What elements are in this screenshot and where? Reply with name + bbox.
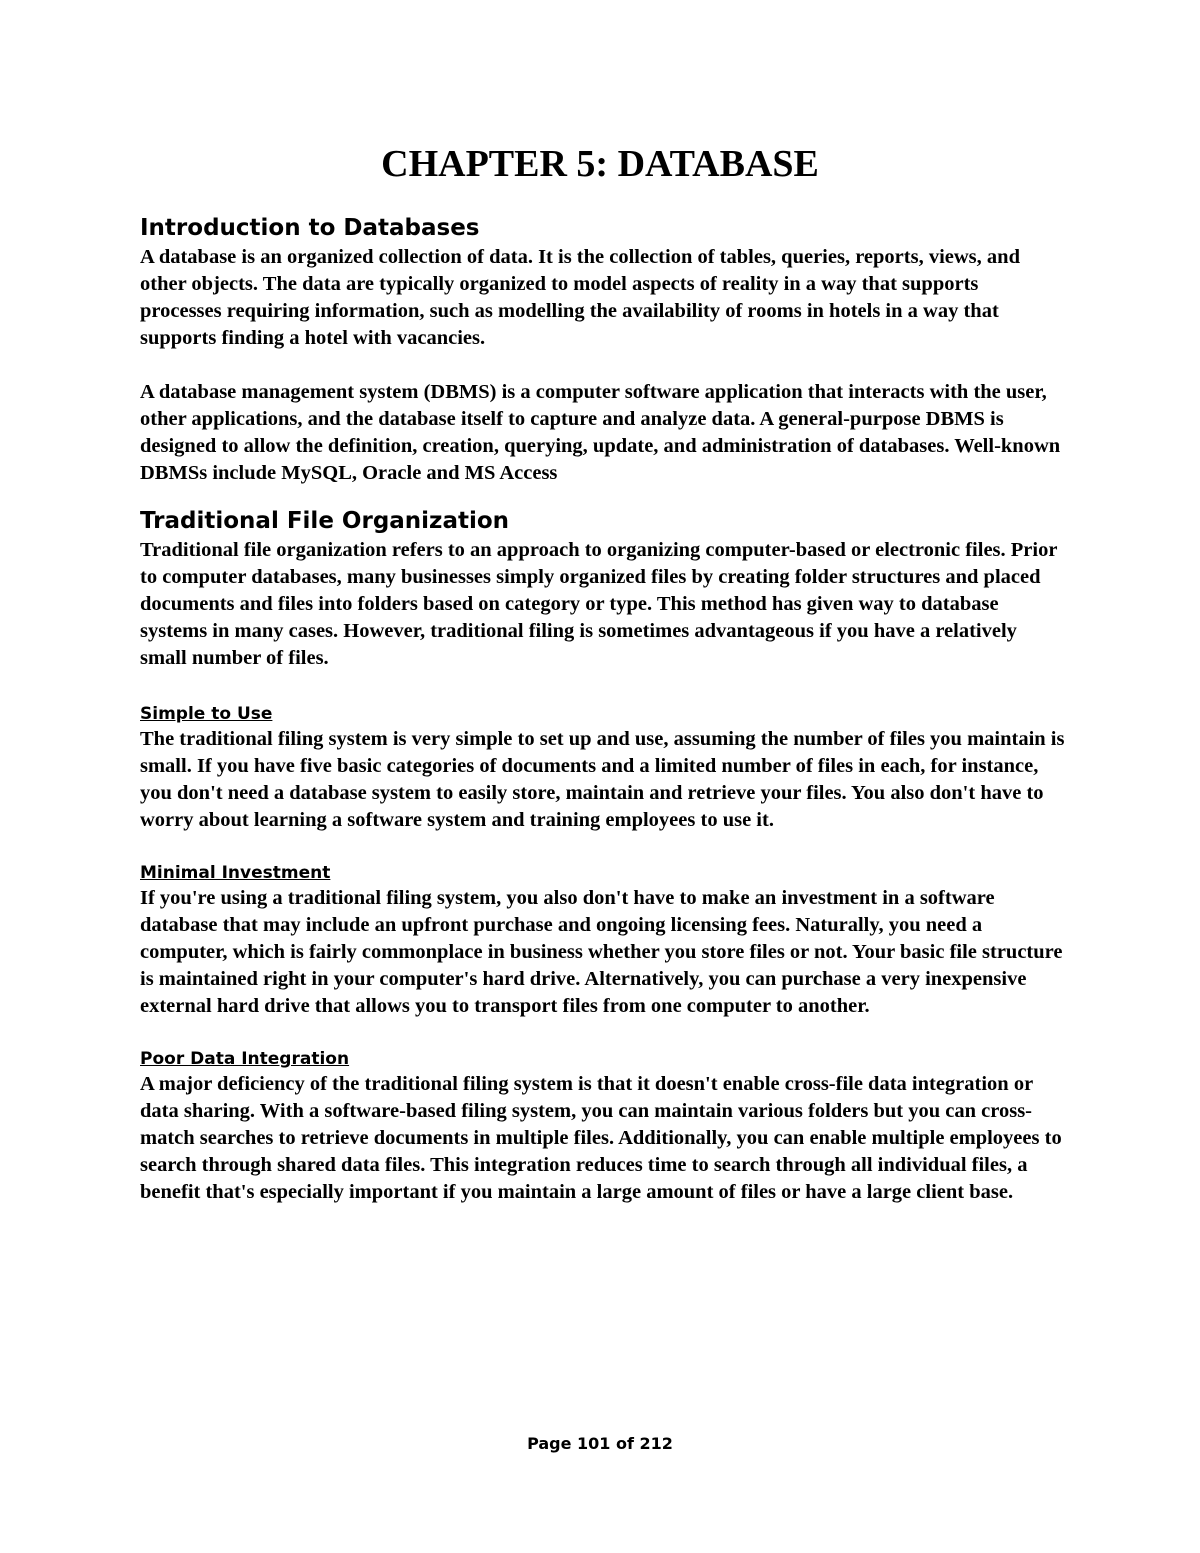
section-introduction [140,212,1065,487]
section-heading-traditional: Traditional File Organization [140,508,510,534]
intro-p2-text: (DBMS) is a computer software application that interacts with the user, other applications, and the database itself to capture and analyze data. A general-purpose DBMS is designed to allow the definition, creation, querying, update, and administration of databases. Well-known DBMSs include MySQL, Oracle and MS Access [140,381,1061,484]
intro-paragraph-dbms [140,379,1065,487]
term-dbms: database management system [158,381,419,403]
intro-p1-prefix: A [140,246,159,268]
chapter-title: CHAPTER 5: DATABASE [381,143,819,185]
intro-p2-prefix: A [140,381,159,403]
poor-paragraph: A major deficiency of the traditional filing system is that it doesn't enable cross-file data integration or data sharing. With a software-based filing system, you can maintain various folders but you can cross-match searches to retrieve documents in multiple files. Additionally, you can enable multiple employees to search through shared data files. This integration reduces time to search through all individual files, a benefit that's especially important if you maintain a large amount of files or have a large client base. [140,1073,1062,1203]
subheading-simple-to-use: Simple to Use [140,704,273,724]
intro-paragraph-database [140,244,1065,352]
simple-paragraph: The traditional filing system is very simple to set up and use, assuming the number of files you maintain is small. If you have five basic categories of documents and a limited number of files in each, for instance, you don't need a database system to easily store, maintain and retrieve your files. You also don't have to worry about learning a software system and training employees to use it. [140,728,1065,831]
subheading-poor-data-integration: Poor Data Integration [140,1049,350,1069]
traditional-paragraph: Traditional file organization refers to an approach to organizing computer-based or electronic files. Prior to computer databases, many businesses simply organized files by creating folder structures and placed documents and files into folders based on category or type. This method has given way to database systems in many cases. However, traditional filing is sometimes advantageous if you have a relatively small number of files. [140,539,1058,669]
section-simple-to-use [140,702,1065,834]
section-minimal-investment [140,861,1065,1020]
section-poor-data-integration [140,1047,1065,1206]
term-database: database [158,246,237,268]
page-number: Page 101 of 212 [527,1434,673,1453]
section-heading-introduction: Introduction to Databases [140,215,480,241]
minimal-paragraph: If you're using a traditional filing system, you also don't have to make an investment in a software database that may include an upfront purchase and ongoing licensing fees. Naturally, you need a computer, which is fairly commonplace in business whether you store files or not. Your basic file structure is maintained right in your computer's hard drive. Alternatively, you can purchase a very inexpensive external hard drive that allows you to transport files from one computer to another. [140,887,1063,1017]
page-content [140,212,1065,1206]
subheading-minimal-investment: Minimal Investment [140,863,331,883]
section-traditional-file-organization [140,505,1065,672]
intro-p1-text: is an organized collection of data. It is the collection of tables, queries, reports, views, and other objects. The data are typically organized to model aspects of reality in a way that supports processes requiring information, such as modelling the availability of rooms in hotels in a way that supports finding a hotel with vacancies. [140,246,1020,349]
